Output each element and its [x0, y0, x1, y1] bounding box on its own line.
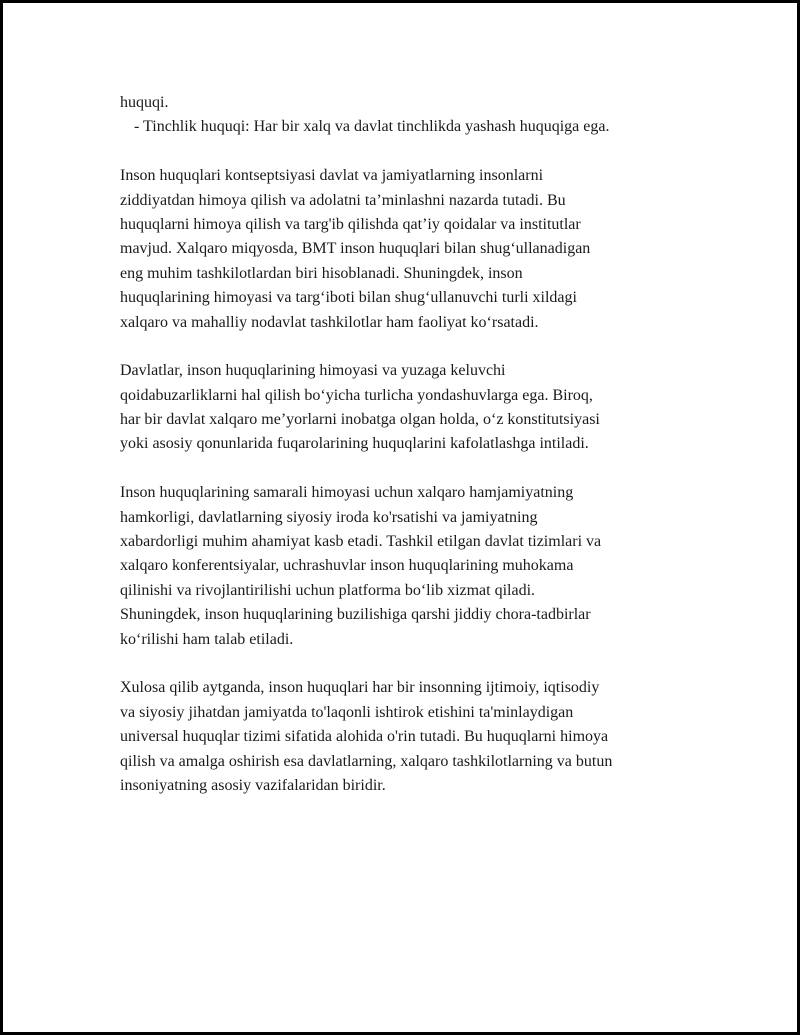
text-line: qoidabuzarliklarni hal qilish bo‘yicha turlicha yondashuvlarga ega. Biroq, — [120, 386, 593, 404]
text-line: Inson huquqlarining samarali himoyasi uchun xalqaro hamjamiyatning — [120, 484, 574, 502]
paragraph-2 — [120, 359, 695, 457]
text-line: ko‘rilishi ham talab etiladi. — [120, 630, 294, 648]
text-line: hamkorligi, davlatlarning siyosiy iroda ko'rsatishi va jamiyatning — [120, 508, 538, 526]
text-line: Xulosa qilib aytganda, inson huquqlari har bir insonning ijtimoiy, iqtisodiy — [120, 679, 600, 697]
text-line: ziddiyatdan himoya qilish va adolatni ta’minlashni nazarda tutadi. Bu — [120, 191, 566, 209]
document-body — [120, 91, 695, 823]
text-line: Inson huquqlari kontseptsiyasi davlat va jamiyatlarning insonlarni — [120, 167, 544, 185]
text-line: Davlatlar, inson huquqlarining himoyasi va yuzaga keluvchi — [120, 362, 506, 380]
text-line: eng muhim tashkilotlardan biri hisoblanadi. Shuningdek, inson — [120, 264, 523, 282]
paragraph-1 — [120, 164, 695, 335]
text-line: huquqlarni himoya qilish va targ'ib qilishda qat’iy qoidalar va institutlar — [120, 215, 581, 233]
text-line: xabardorligi muhim ahamiyat kasb etadi. Tashkil etilgan davlat tizimlari va — [120, 533, 602, 551]
text-line: - Tinchlik huquqi: Har bir xalq va davlat tinchlikda yashash huquqiga ega. — [134, 118, 610, 136]
paragraph-3 — [120, 481, 695, 652]
paragraph-4 — [120, 676, 695, 798]
text-line: yoki asosiy qonunlarida fuqarolarining huquqlarini kafolatlashga intiladi. — [120, 435, 589, 453]
text-line: va siyosiy jihatdan jamiyatda to'laqonli ishtirok etishini ta'minlaydigan — [120, 703, 574, 721]
text-line: Shuningdek, inson huquqlarining buzilishiga qarshi jiddiy chora-tadbirlar — [120, 606, 591, 624]
text-line: har bir davlat xalqaro me’yorlarni inobatga olgan holda, o‘z konstitutsiyasi — [120, 411, 600, 429]
text-line: huquqlarining himoyasi va targ‘iboti bilan shug‘ullanuvchi turli xildagi — [120, 289, 577, 307]
text-line: insoniyatning asosiy vazifalaridan biridir. — [120, 776, 386, 794]
text-line: huquqi. — [120, 94, 169, 111]
text-line: qilish va amalga oshirish esa davlatlarning, xalqaro tashkilotlarning va butun — [120, 752, 613, 770]
text-line: xalqaro va mahalliy nodavlat tashkilotlar ham faoliyat ko‘rsatadi. — [120, 313, 539, 331]
text-line: qilinishi va rivojlantirilishi uchun platforma bo‘lib xizmat qiladi. — [120, 581, 536, 599]
intro-block — [120, 91, 695, 140]
text-line: mavjud. Xalqaro miqyosda, BMT inson huquqlari bilan shug‘ullanadigan — [120, 240, 591, 258]
text-line: xalqaro konferentsiyalar, uchrashuvlar inson huquqlarining muhokama — [120, 557, 574, 575]
text-line: universal huquqlar tizimi sifatida alohida o'rin tutadi. Bu huquqlarni himoya — [120, 728, 609, 746]
